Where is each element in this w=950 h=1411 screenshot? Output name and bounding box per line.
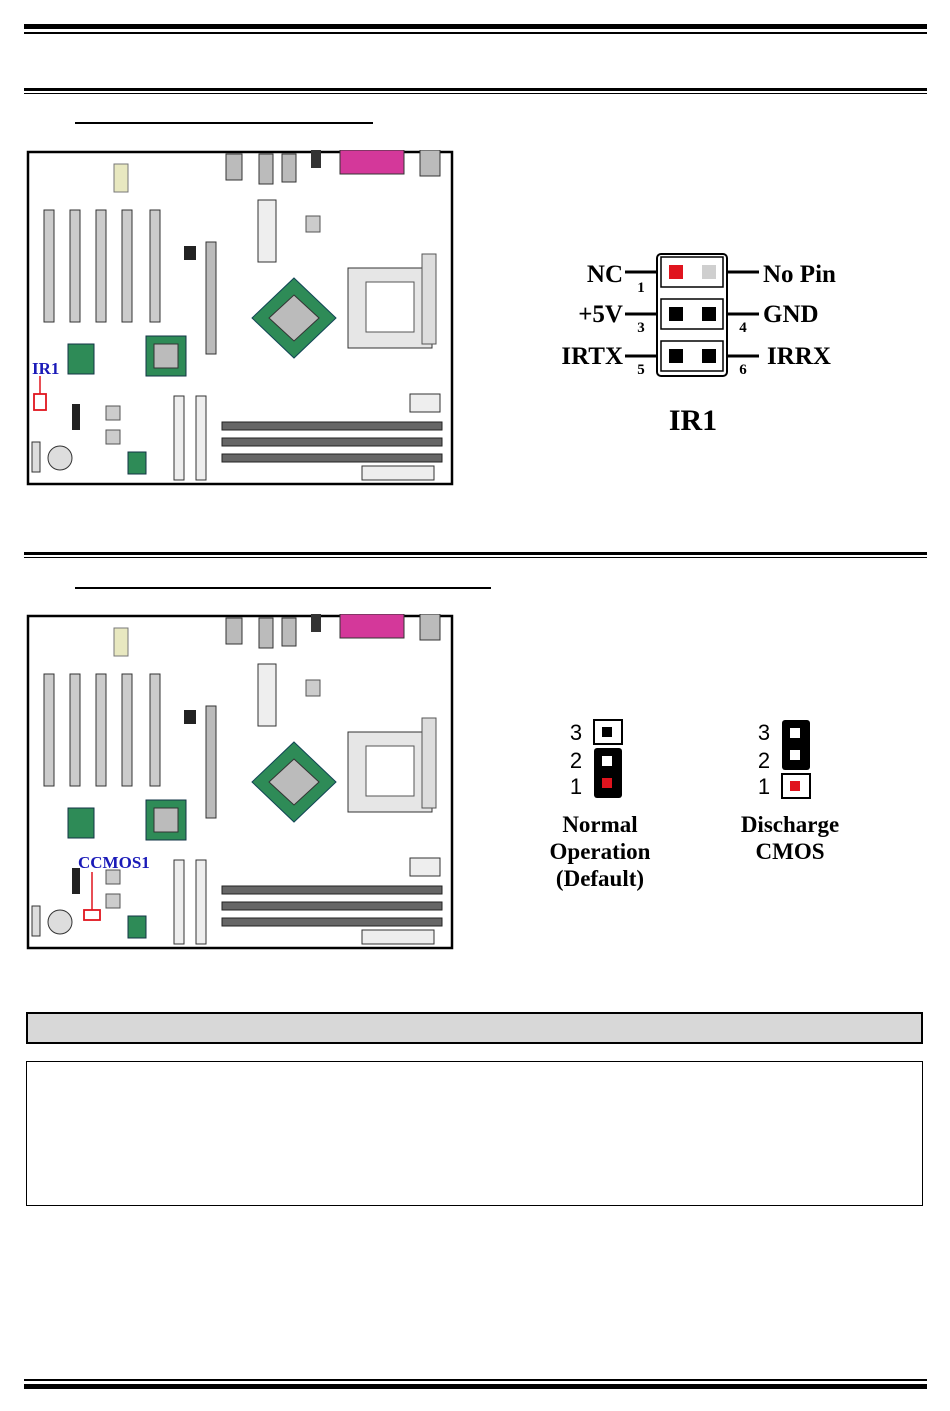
section-cmos-heading-underline xyxy=(75,587,491,589)
discharge-pin-3: 3 xyxy=(757,720,771,745)
bottom-rule-thick xyxy=(24,1384,927,1389)
motherboard-diagram-ir xyxy=(26,150,454,486)
pin-number-5: 5 xyxy=(637,362,645,378)
section-cmos-rule xyxy=(24,552,927,555)
label-5v: +5V xyxy=(578,301,623,328)
jumper-discharge xyxy=(741,720,839,864)
section-ir-heading-underline xyxy=(75,122,373,124)
top-rule-thick xyxy=(24,24,927,29)
label-nc: NC xyxy=(586,261,623,288)
pin-irtx xyxy=(669,349,683,363)
ir-header-title: IR1 xyxy=(668,404,718,437)
normal-caption-line-3: (Default) xyxy=(555,866,645,891)
note-header-bar xyxy=(26,1012,923,1044)
label-irrx: IRRX xyxy=(767,343,831,370)
pin-irrx xyxy=(702,349,716,363)
pin-number-4: 4 xyxy=(739,320,747,336)
pin-number-6: 6 xyxy=(739,362,747,378)
pin-nc xyxy=(669,265,683,279)
pin-gnd xyxy=(702,307,716,321)
board-callout-ccmos: CCMOS1 xyxy=(78,853,150,872)
bottom-rule-thin xyxy=(24,1379,927,1381)
label-irtx: IRTX xyxy=(561,343,623,370)
top-rule-thin xyxy=(24,32,927,34)
pin-no-pin xyxy=(702,265,716,279)
ccmos-jumper-diagram xyxy=(530,712,880,902)
section-cmos-rule-thin xyxy=(24,557,927,558)
motherboard-diagram-cmos xyxy=(26,614,454,950)
pin-number-1: 1 xyxy=(637,280,645,296)
jumper-normal xyxy=(550,720,651,891)
normal-caption-line-2: Operation xyxy=(549,839,651,864)
label-gnd: GND xyxy=(763,301,819,328)
section-ir-rule xyxy=(24,88,927,91)
discharge-pin-2: 2 xyxy=(757,748,771,773)
discharge-pin-1: 1 xyxy=(757,774,771,799)
note-box xyxy=(26,1061,923,1206)
board-callout-ir: IR1 xyxy=(32,359,60,378)
pin-number-3: 3 xyxy=(637,320,645,336)
ir-header-diagram xyxy=(545,240,875,450)
discharge-caption-line-2: CMOS xyxy=(755,839,825,864)
normal-pin-3: 3 xyxy=(569,720,583,745)
label-no-pin: No Pin xyxy=(763,261,836,288)
section-ir-rule-thin xyxy=(24,93,927,94)
normal-pin-1: 1 xyxy=(569,774,583,799)
normal-pin-2: 2 xyxy=(569,748,583,773)
normal-caption-line-1: Normal xyxy=(562,812,638,837)
discharge-caption-line-1: Discharge xyxy=(740,812,840,837)
pin-5v xyxy=(669,307,683,321)
